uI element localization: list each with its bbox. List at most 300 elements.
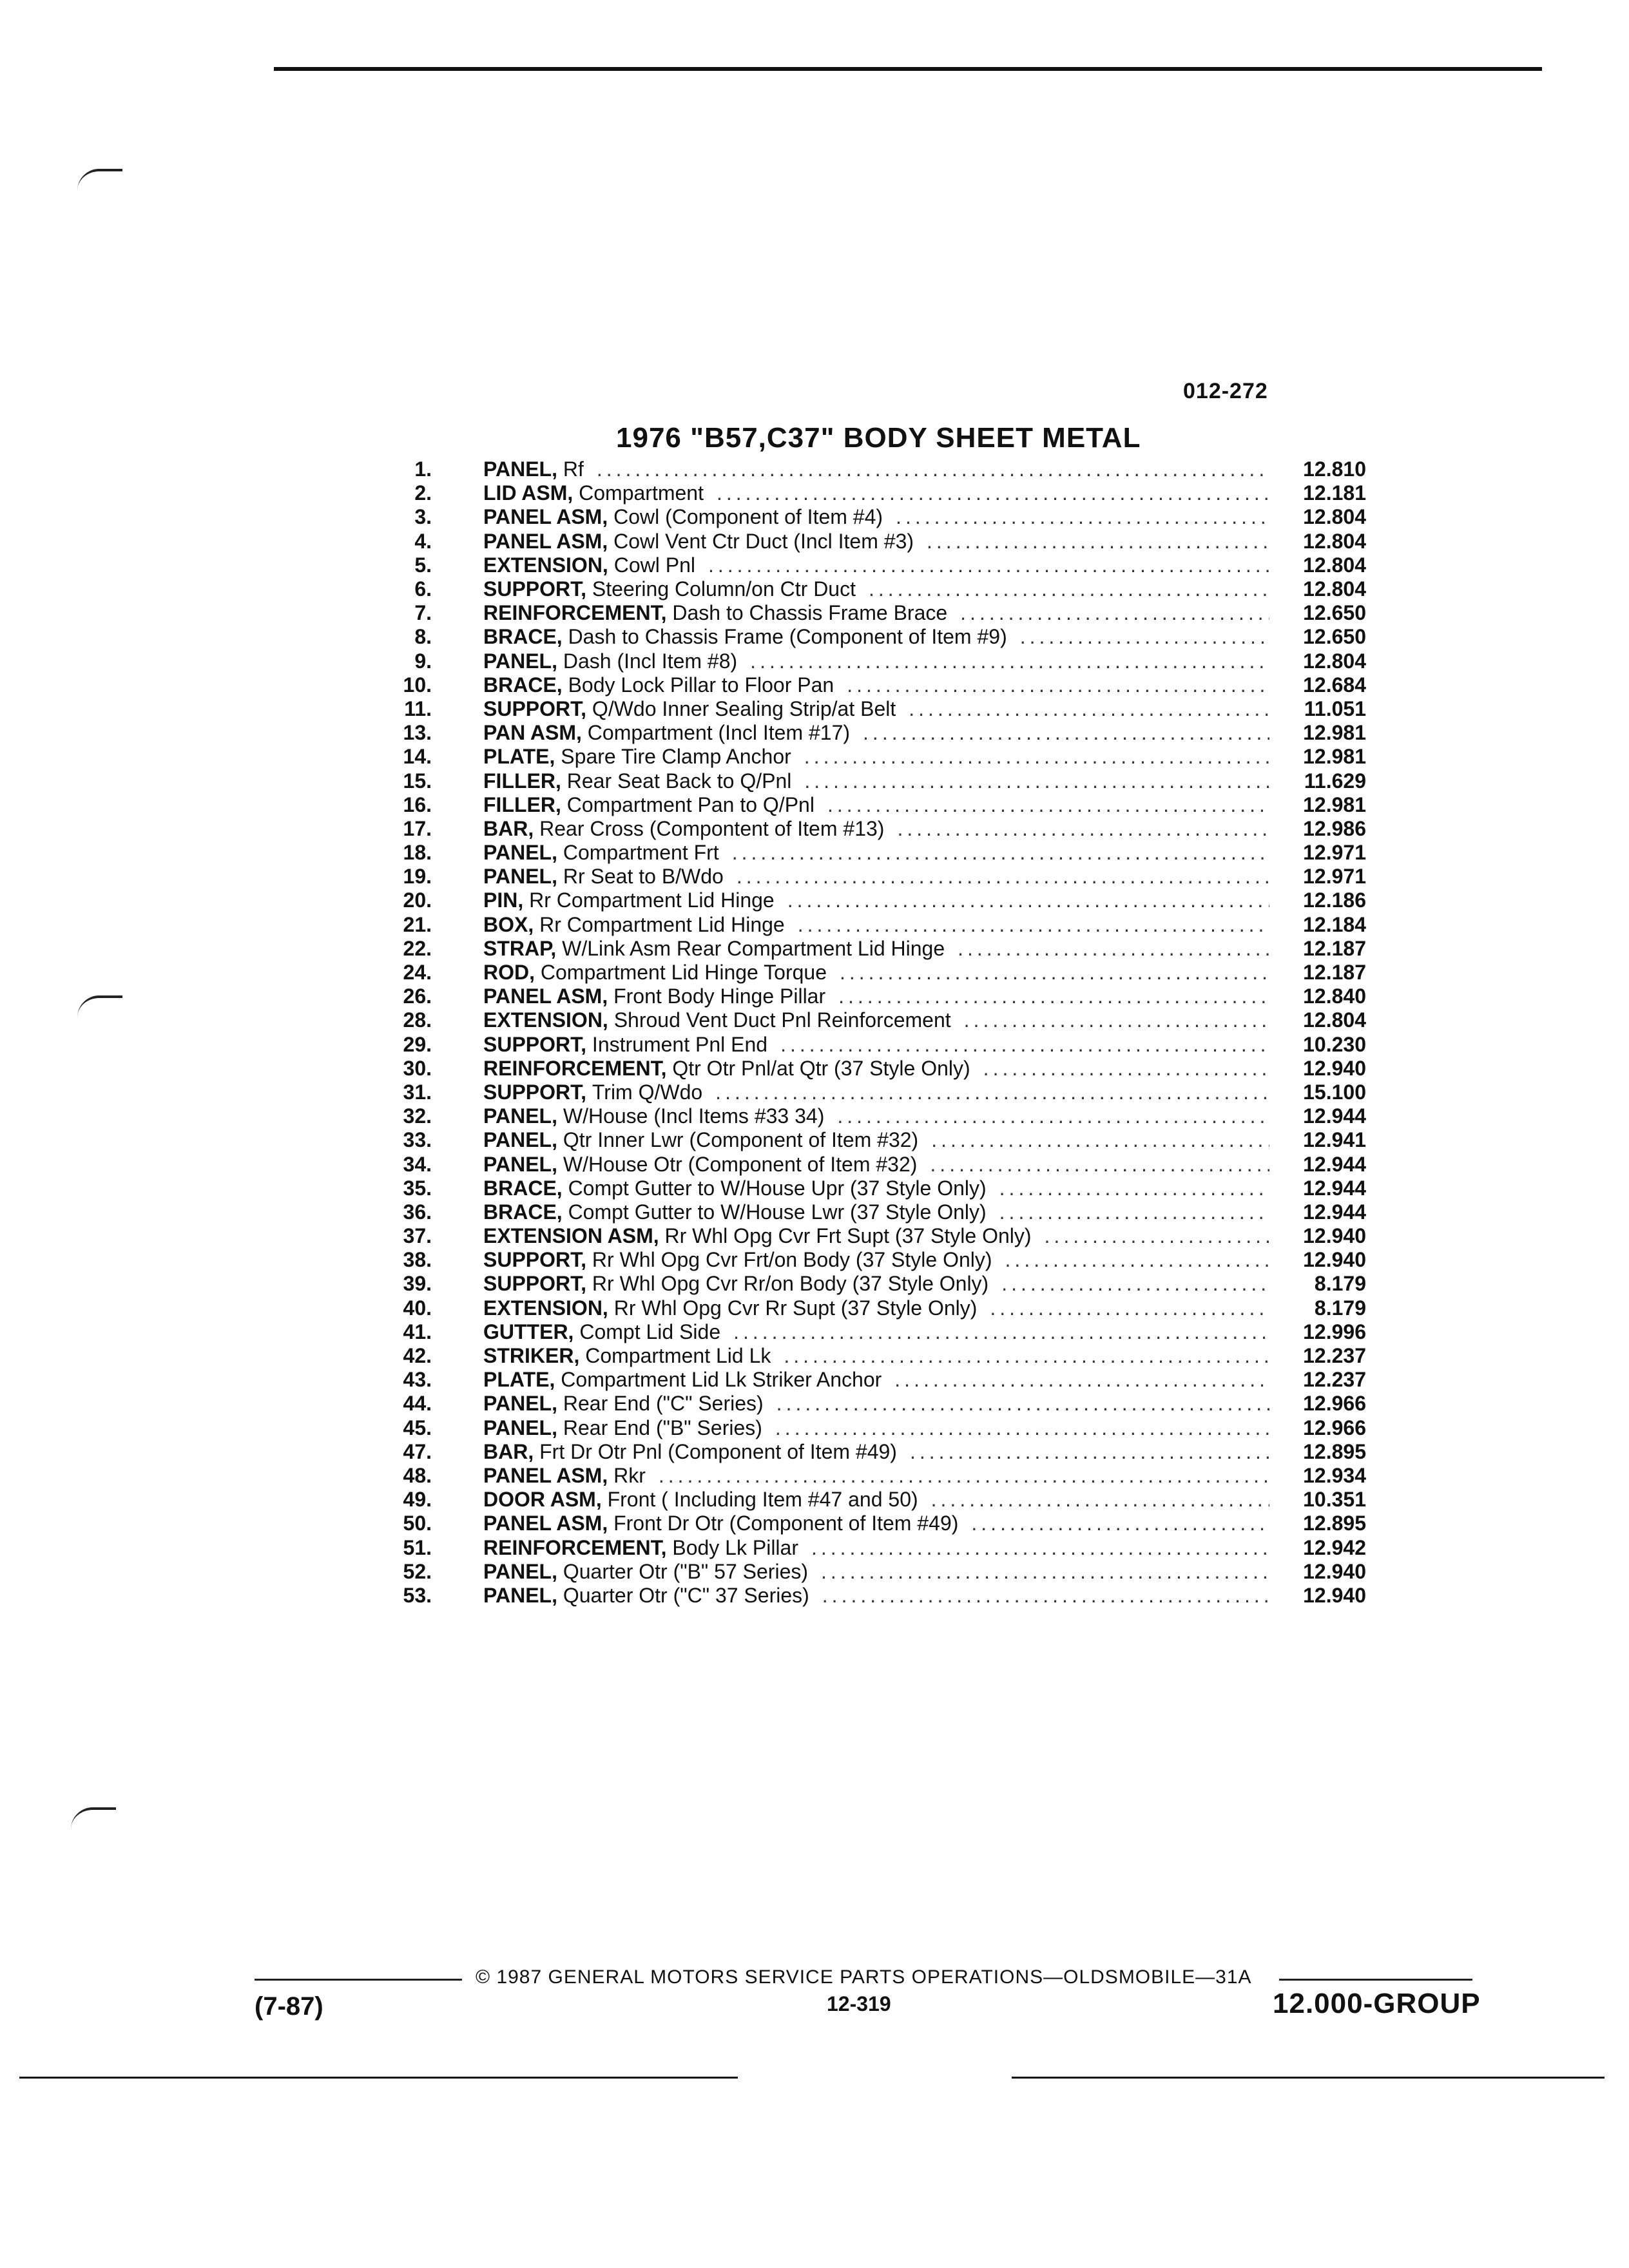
table-row: [361, 1320, 1366, 1344]
item-number: 35.: [403, 1176, 432, 1200]
leader-dots: [1001, 1272, 1269, 1296]
part-group-number: 10.230: [1303, 1032, 1366, 1056]
part-detail: W/House (Incl Items #33 34): [563, 1104, 825, 1128]
part-group-number: 12.650: [1303, 601, 1366, 625]
table-row: [361, 793, 1366, 817]
part-group-number: 12.804: [1303, 529, 1366, 553]
part-name: SUPPORT,: [483, 697, 587, 720]
part-name: PANEL ASM,: [483, 529, 608, 553]
part-group-number: 12.840: [1303, 985, 1366, 1008]
part-name: PIN,: [483, 889, 524, 912]
footer-rule-left: [255, 1979, 462, 1981]
part-group-number: 12.986: [1303, 816, 1366, 840]
item-number: 40.: [403, 1296, 432, 1320]
table-row: [361, 1152, 1366, 1176]
leader-dots: [869, 577, 1269, 601]
part-detail: Cowl (Component of Item #4): [613, 505, 883, 529]
leader-dots: [775, 1416, 1269, 1440]
page-title: 1976 "B57,C37" BODY SHEET METAL: [616, 422, 1141, 454]
table-row: [361, 1560, 1366, 1584]
item-description: [483, 961, 1282, 985]
item-description: [483, 1200, 1282, 1224]
part-detail: Rear Seat Back to Q/Pnl: [566, 769, 792, 793]
leader-dots: [787, 889, 1269, 912]
part-detail: Rkr: [613, 1463, 646, 1487]
item-description: [483, 937, 1282, 961]
item-number: 45.: [403, 1416, 432, 1439]
part-group-number: 12.940: [1303, 1559, 1366, 1583]
item-number: 20.: [403, 889, 432, 912]
part-name: BRACE,: [483, 625, 563, 649]
item-number: 6.: [414, 577, 432, 601]
item-number: 11.: [404, 697, 432, 720]
leader-dots: [999, 1200, 1269, 1224]
table-row: [361, 649, 1366, 673]
part-name: SUPPORT,: [483, 1080, 587, 1104]
item-description: [483, 985, 1282, 1008]
leader-dots: [838, 985, 1269, 1008]
table-row: [361, 1368, 1366, 1392]
leader-dots: [811, 1536, 1269, 1560]
part-detail: Dash (Incl Item #8): [563, 649, 738, 673]
table-row: [361, 1128, 1366, 1152]
item-description: [483, 649, 1282, 673]
part-detail: Body Lk Pillar: [672, 1535, 798, 1559]
part-group-number: 12.971: [1303, 841, 1366, 865]
leader-dots: [822, 1584, 1269, 1608]
part-detail: Rf: [563, 457, 584, 481]
leader-dots: [897, 817, 1269, 841]
part-group-number: 12.184: [1303, 912, 1366, 936]
leader-dots: [715, 1081, 1269, 1104]
part-detail: Cowl Pnl: [613, 553, 695, 577]
part-detail: W/House Otr (Component of Item #32): [563, 1152, 918, 1176]
part-group-number: 12.981: [1303, 721, 1366, 745]
part-group-number: 12.996: [1303, 1320, 1366, 1343]
item-description: [483, 1224, 1282, 1248]
punch-mark: [77, 995, 122, 1017]
part-group-number: 12.934: [1303, 1463, 1366, 1487]
part-detail: Qtr Otr Pnl/at Qtr (37 Style Only): [672, 1056, 970, 1080]
table-row: [361, 1057, 1366, 1081]
part-name: EXTENSION,: [483, 1008, 608, 1032]
item-number: 5.: [414, 553, 432, 577]
table-row: [361, 817, 1366, 841]
leader-dots: [776, 1392, 1269, 1416]
part-name: PANEL,: [483, 1128, 557, 1152]
part-name: EXTENSION,: [483, 553, 608, 577]
table-row: [361, 1488, 1366, 1512]
table-row: [361, 721, 1366, 745]
part-name: FILLER,: [483, 769, 561, 793]
part-detail: Frt Dr Otr Pnl (Component of Item #49): [539, 1439, 897, 1463]
item-number: 21.: [403, 912, 432, 936]
bottom-rule-left: [19, 2077, 738, 2079]
part-detail: Rear End ("C" Series): [563, 1392, 764, 1416]
part-group-number: 12.944: [1303, 1176, 1366, 1200]
leader-dots: [708, 553, 1269, 577]
item-number: 33.: [403, 1128, 432, 1152]
leader-dots: [931, 1128, 1269, 1152]
item-description: [483, 889, 1282, 912]
item-description: [483, 1296, 1282, 1320]
part-detail: Spare Tire Clamp Anchor: [561, 745, 791, 769]
document-id: 012-272: [1183, 379, 1268, 403]
leader-dots: [1045, 1224, 1269, 1248]
table-row: [361, 1008, 1366, 1032]
item-number: 31.: [403, 1080, 432, 1104]
item-number: 28.: [403, 1008, 432, 1032]
part-name: PANEL,: [483, 1416, 557, 1439]
item-description: [483, 673, 1282, 697]
table-row: [361, 1416, 1366, 1440]
item-number: 48.: [403, 1463, 432, 1487]
part-group-number: 12.895: [1303, 1512, 1366, 1535]
table-row: [361, 961, 1366, 985]
leader-dots: [999, 1177, 1269, 1200]
part-name: EXTENSION,: [483, 1296, 608, 1320]
item-description: [483, 697, 1282, 721]
part-detail: Compt Gutter to W/House Lwr (37 Style Only): [568, 1200, 987, 1224]
table-row: [361, 865, 1366, 889]
leader-dots: [1020, 625, 1269, 649]
item-number: 34.: [403, 1152, 432, 1176]
part-group-number: 11.629: [1304, 769, 1366, 793]
item-number: 47.: [403, 1439, 432, 1463]
table-row: [361, 481, 1366, 505]
part-name: DOOR ASM,: [483, 1488, 602, 1512]
part-detail: Compartment Pan to Q/Pnl: [566, 793, 815, 816]
part-detail: W/Link Asm Rear Compartment Lid Hinge: [562, 936, 945, 960]
part-detail: Instrument Pnl End: [592, 1032, 768, 1056]
item-description: [483, 1440, 1282, 1464]
table-row: [361, 1033, 1366, 1057]
item-description: [483, 553, 1282, 577]
part-name: PANEL ASM,: [483, 505, 608, 529]
leader-dots: [894, 1368, 1269, 1392]
item-description: [483, 817, 1282, 841]
part-detail: Front Body Hinge Pillar: [613, 985, 826, 1008]
item-description: [483, 1320, 1282, 1344]
part-name: BRACE,: [483, 673, 563, 697]
item-description: [483, 1272, 1282, 1296]
item-number: 13.: [403, 721, 432, 745]
item-number: 2.: [414, 481, 432, 505]
leader-dots: [737, 865, 1269, 889]
item-description: [483, 601, 1282, 625]
item-description: [483, 745, 1282, 769]
part-detail: Rr Seat to B/Wdo: [563, 865, 724, 889]
item-description: [483, 793, 1282, 817]
part-detail: Shroud Vent Duct Pnl Reinforcement: [613, 1008, 951, 1032]
item-description: [483, 1512, 1282, 1535]
part-detail: Qtr Inner Lwr (Component of Item #32): [563, 1128, 919, 1152]
item-number: 37.: [403, 1224, 432, 1248]
part-name: ROD,: [483, 961, 535, 985]
part-group-number: 12.810: [1303, 457, 1366, 481]
item-description: [483, 1584, 1282, 1608]
part-name: REINFORCEMENT,: [483, 1535, 667, 1559]
item-description: [483, 1081, 1282, 1104]
leader-dots: [827, 793, 1269, 817]
part-group-number: 12.940: [1303, 1056, 1366, 1080]
part-detail: Dash to Chassis Frame Brace: [672, 601, 948, 625]
part-name: FILLER,: [483, 793, 561, 816]
part-group-number: 12.804: [1303, 649, 1366, 673]
part-detail: Compartment (Incl Item #17): [587, 721, 851, 745]
item-number: 41.: [403, 1320, 432, 1343]
item-number: 39.: [403, 1272, 432, 1296]
item-description: [483, 841, 1282, 865]
leader-dots: [964, 1008, 1269, 1032]
part-detail: Compartment Lid Hinge Torque: [540, 961, 827, 985]
part-name: PANEL,: [483, 1104, 557, 1128]
table-row: [361, 985, 1366, 1008]
item-number: 51.: [403, 1535, 432, 1559]
part-name: PANEL,: [483, 841, 557, 865]
part-name: LID ASM,: [483, 481, 574, 505]
part-group-number: 12.181: [1303, 481, 1366, 505]
parts-list: [361, 457, 1366, 1608]
table-row: [361, 1512, 1366, 1535]
part-group-number: 12.804: [1303, 553, 1366, 577]
leader-dots: [863, 721, 1269, 745]
part-detail: Rr Compartment Lid Hinge: [539, 912, 785, 936]
part-detail: Q/Wdo Inner Sealing Strip/at Belt: [592, 697, 896, 720]
item-description: [483, 1104, 1282, 1128]
part-name: BRACE,: [483, 1176, 563, 1200]
table-row: [361, 937, 1366, 961]
table-row: [361, 841, 1366, 865]
part-group-number: 12.895: [1303, 1439, 1366, 1463]
item-description: [483, 1248, 1282, 1272]
part-name: GUTTER,: [483, 1320, 574, 1343]
part-name: STRIKER,: [483, 1344, 580, 1368]
part-name: BOX,: [483, 912, 534, 936]
part-group-number: 12.804: [1303, 1008, 1366, 1032]
part-name: SUPPORT,: [483, 1248, 587, 1272]
item-number: 42.: [403, 1344, 432, 1368]
item-number: 18.: [403, 841, 432, 865]
part-detail: Compt Lid Side: [579, 1320, 721, 1343]
page-number: 12-319: [827, 1992, 891, 2015]
leader-dots: [958, 937, 1269, 961]
item-number: 30.: [403, 1056, 432, 1080]
part-group-number: 8.179: [1314, 1272, 1366, 1296]
part-detail: Compartment Lid Lk: [585, 1344, 771, 1368]
table-row: [361, 625, 1366, 649]
item-number: 19.: [403, 865, 432, 889]
leader-dots: [733, 1320, 1269, 1344]
part-name: STRAP,: [483, 936, 557, 960]
table-row: [361, 745, 1366, 769]
item-number: 24.: [403, 961, 432, 985]
item-description: [483, 1536, 1282, 1560]
part-group-number: 12.237: [1303, 1344, 1366, 1368]
item-description: [483, 1368, 1282, 1392]
revision-date: (7-87): [255, 1992, 323, 2021]
part-detail: Dash to Chassis Frame (Component of Item #9): [568, 625, 1007, 649]
punch-mark: [77, 169, 122, 191]
item-number: 26.: [403, 985, 432, 1008]
leader-dots: [983, 1057, 1269, 1081]
leader-dots: [840, 961, 1269, 985]
part-name: BAR,: [483, 1439, 534, 1463]
part-detail: Cowl Vent Ctr Duct (Incl Item #3): [613, 529, 914, 553]
part-group-number: 8.179: [1314, 1296, 1366, 1320]
leader-dots: [780, 1033, 1269, 1057]
leader-dots: [732, 841, 1269, 865]
table-row: [361, 673, 1366, 697]
part-group-number: 12.187: [1303, 936, 1366, 960]
table-row: [361, 1224, 1366, 1248]
item-number: 10.: [403, 673, 432, 697]
part-name: BAR,: [483, 816, 534, 840]
part-group-number: 12.966: [1303, 1392, 1366, 1416]
item-number: 1.: [414, 457, 432, 481]
part-detail: Rr Whl Opg Cvr Frt Supt (37 Style Only): [664, 1224, 1032, 1248]
part-detail: Compt Gutter to W/House Upr (37 Style Only): [568, 1176, 987, 1200]
leader-dots: [804, 745, 1269, 769]
leader-dots: [896, 505, 1269, 529]
leader-dots: [910, 1440, 1269, 1464]
table-row: [361, 1248, 1366, 1272]
item-description: [483, 1153, 1282, 1177]
item-description: [483, 481, 1282, 505]
part-detail: Rr Whl Opg Cvr Rr/on Body (37 Style Only): [592, 1272, 989, 1296]
table-row: [361, 530, 1366, 553]
item-description: [483, 1464, 1282, 1488]
item-description: [483, 1344, 1282, 1368]
table-row: [361, 1464, 1366, 1488]
table-row: [361, 913, 1366, 937]
part-name: SUPPORT,: [483, 1272, 587, 1296]
item-number: 22.: [403, 936, 432, 960]
part-name: PANEL,: [483, 1152, 557, 1176]
footer-rule-right: [1279, 1979, 1472, 1981]
part-group-number: 12.804: [1303, 577, 1366, 601]
item-description: [483, 1033, 1282, 1057]
leader-dots: [930, 1153, 1269, 1177]
leader-dots: [909, 697, 1269, 721]
item-description: [483, 1392, 1282, 1416]
part-detail: Front ( Including Item #47 and 50): [607, 1488, 918, 1512]
part-name: PANEL ASM,: [483, 985, 608, 1008]
table-row: [361, 601, 1366, 625]
part-name: PLATE,: [483, 1368, 555, 1392]
part-group-number: 12.804: [1303, 505, 1366, 529]
part-name: PANEL ASM,: [483, 1463, 608, 1487]
table-row: [361, 889, 1366, 912]
part-name: EXTENSION ASM,: [483, 1224, 659, 1248]
item-number: 3.: [414, 505, 432, 529]
table-row: [361, 1104, 1366, 1128]
item-number: 50.: [403, 1512, 432, 1535]
part-group-number: 12.941: [1303, 1128, 1366, 1152]
leader-dots: [971, 1512, 1269, 1535]
part-detail: Steering Column/on Ctr Duct: [592, 577, 856, 601]
part-group-number: 12.971: [1303, 865, 1366, 889]
item-description: [483, 505, 1282, 529]
leader-dots: [597, 457, 1269, 481]
part-detail: Quarter Otr ("C" 37 Series): [563, 1583, 809, 1607]
item-number: 52.: [403, 1559, 432, 1583]
part-name: PANEL,: [483, 1392, 557, 1416]
part-group-number: 10.351: [1303, 1488, 1366, 1512]
part-detail: Rr Whl Opg Cvr Frt/on Body (37 Style Only): [592, 1248, 992, 1272]
item-description: [483, 530, 1282, 553]
table-row: [361, 1200, 1366, 1224]
punch-mark: [71, 1807, 116, 1829]
item-description: [483, 1008, 1282, 1032]
table-row: [361, 1440, 1366, 1464]
leader-dots: [960, 601, 1269, 625]
item-number: 9.: [414, 649, 432, 673]
part-name: BRACE,: [483, 1200, 563, 1224]
item-number: 43.: [403, 1368, 432, 1392]
part-name: PANEL,: [483, 1559, 557, 1583]
table-row: [361, 1081, 1366, 1104]
leader-dots: [821, 1560, 1269, 1584]
part-group-number: 12.684: [1303, 673, 1366, 697]
item-number: 44.: [403, 1392, 432, 1416]
item-description: [483, 1488, 1282, 1512]
part-group-number: 12.940: [1303, 1583, 1366, 1607]
item-number: 49.: [403, 1488, 432, 1512]
part-detail: Front Dr Otr (Component of Item #49): [613, 1512, 959, 1535]
part-group-number: 12.187: [1303, 961, 1366, 985]
part-group-number: 12.944: [1303, 1152, 1366, 1176]
part-name: PANEL,: [483, 457, 557, 481]
part-name: REINFORCEMENT,: [483, 601, 667, 625]
table-row: [361, 1584, 1366, 1608]
item-description: [483, 577, 1282, 601]
part-detail: Body Lock Pillar to Floor Pan: [568, 673, 834, 697]
item-number: 32.: [403, 1104, 432, 1128]
table-row: [361, 1535, 1366, 1559]
item-description: [483, 1416, 1282, 1440]
table-row: [361, 1177, 1366, 1200]
part-group-number: 12.942: [1303, 1535, 1366, 1559]
part-group-number: 11.051: [1304, 697, 1366, 720]
part-name: PANEL,: [483, 649, 557, 673]
part-name: SUPPORT,: [483, 1032, 587, 1056]
part-name: PAN ASM,: [483, 721, 582, 745]
item-description: [483, 457, 1282, 481]
part-group-number: 12.650: [1303, 625, 1366, 649]
copyright-line: © 1987 GENERAL MOTORS SERVICE PARTS OPERATIONS—OLDSMOBILE—31A: [476, 1966, 1252, 1988]
item-number: 53.: [403, 1583, 432, 1607]
item-description: [483, 1128, 1282, 1152]
part-name: PLATE,: [483, 745, 555, 769]
group-code: 12.000-GROUP: [1273, 1988, 1481, 2019]
bottom-rule-right: [1012, 2077, 1605, 2079]
table-row: [361, 505, 1366, 529]
item-description: [483, 1177, 1282, 1200]
part-group-number: 12.940: [1303, 1224, 1366, 1248]
item-number: 17.: [403, 816, 432, 840]
part-detail: Rr Compartment Lid Hinge: [529, 889, 775, 912]
leader-dots: [837, 1104, 1269, 1128]
item-number: 16.: [403, 793, 432, 816]
part-group-number: 12.981: [1303, 745, 1366, 769]
part-group-number: 12.981: [1303, 793, 1366, 816]
part-name: PANEL,: [483, 1583, 557, 1607]
part-group-number: 12.237: [1303, 1368, 1366, 1392]
item-description: [483, 1560, 1282, 1584]
table-row: [361, 769, 1366, 793]
item-number: 38.: [403, 1248, 432, 1272]
